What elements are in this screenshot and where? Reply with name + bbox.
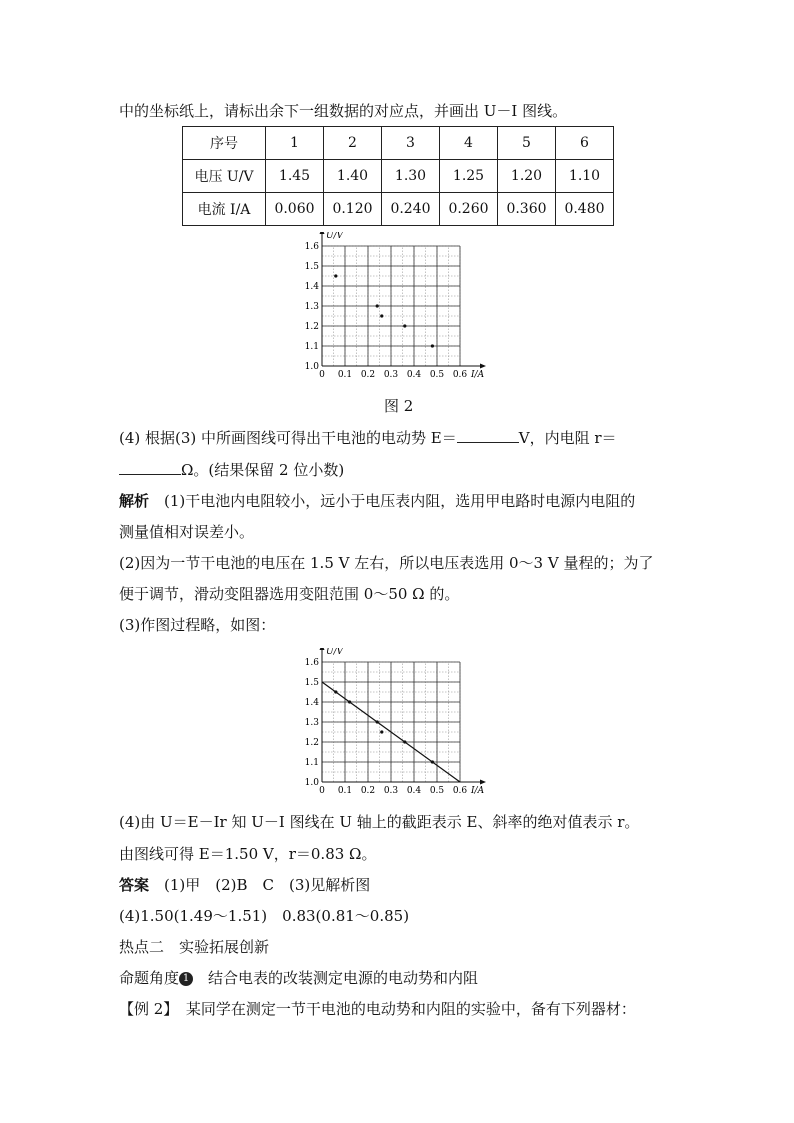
jiexi-1b: 测量值相对误差小。 <box>119 523 255 541</box>
example-line: 【例 2】 某同学在测定一节干电池的电动势和内阻的实验中，备有下列器材： <box>119 1000 636 1018</box>
table-cell: 0.260 <box>440 193 498 226</box>
table-cell: 1.45 <box>266 160 324 193</box>
x-tick-label: 0 <box>319 786 325 796</box>
x-tick-label: 0.2 <box>360 370 376 380</box>
jiexi-2a: (2)因为一节干电池的电压在 1.5 V 左右，所以电压表选用 0～3 V 量程的；为了 <box>119 554 654 572</box>
table-cell: 4 <box>440 127 498 160</box>
table-cell: 0.360 <box>498 193 556 226</box>
x-tick-label: 0 <box>319 370 325 380</box>
jiexi-1a: 解析 (1)干电池内电阻较小，远小于电压表内阻，选用甲电路时电源内电阻的 <box>119 492 636 510</box>
answer-line-1: 答案 (1)甲 (2)B C (3)见解析图 <box>119 876 371 894</box>
jiexi-4: (4)由 U＝E－Ir 知 U－I 图线在 U 轴上的截距表示 E、斜率的绝对值表示 r。 <box>119 813 640 831</box>
x-tick-label: 0.5 <box>429 370 445 380</box>
x-tick-label: 0.5 <box>429 786 445 796</box>
y-tick-label: 1.3 <box>304 302 319 312</box>
ui-chart-figure-2 <box>300 232 500 387</box>
table-cell: 3 <box>382 127 440 160</box>
table-row-header: 序号 <box>183 127 266 160</box>
data-point <box>334 690 337 693</box>
intro-line: 中的坐标纸上，请标出余下一组数据的对应点，并画出 U－I 图线。 <box>119 102 568 120</box>
x-tick-label: 0.1 <box>337 786 353 796</box>
table-row <box>183 127 614 160</box>
x-tick-label: 0.2 <box>360 786 376 796</box>
x-tick-label: 0.4 <box>406 786 422 796</box>
y-tick-label: 1.4 <box>304 698 319 708</box>
x-tick-label: 0.6 <box>452 786 468 796</box>
number-circle-icon: 1 <box>179 972 193 986</box>
table-row-header: 电流 I/A <box>183 193 266 226</box>
x-tick-label: 0.3 <box>383 370 399 380</box>
y-axis-arrow-icon <box>320 232 325 234</box>
data-point <box>376 304 379 307</box>
y-tick-label: 1.1 <box>304 758 319 768</box>
ui-chart-solution <box>300 648 500 803</box>
x-tick-label: 0.3 <box>383 786 399 796</box>
table-cell: 0.120 <box>324 193 382 226</box>
q4-line-2: Ω。(结果保留 2 位小数) <box>119 459 344 481</box>
data-point <box>403 324 406 327</box>
y-tick-label: 1.5 <box>304 678 319 688</box>
table-row-header: 电压 U/V <box>183 160 266 193</box>
data-point <box>380 730 383 733</box>
y-tick-label: 1.4 <box>304 282 319 292</box>
table-cell: 6 <box>556 127 614 160</box>
jiexi-3: (3)作图过程略，如图： <box>119 616 276 634</box>
data-point <box>348 700 351 703</box>
table-cell: 2 <box>324 127 382 160</box>
y-tick-label: 1.6 <box>304 242 319 252</box>
x-tick-label: 0.4 <box>406 370 422 380</box>
jiexi-2b: 便于调节，滑动变阻器选用变阻范围 0～50 Ω 的。 <box>119 585 460 603</box>
y-tick-label: 1.6 <box>304 658 319 668</box>
jiexi-5: 由图线可得 E＝1.50 V，r＝0.83 Ω。 <box>119 845 377 863</box>
table-cell: 0.060 <box>266 193 324 226</box>
hotspot-heading: 热点二 实验拓展创新 <box>119 938 270 956</box>
table-cell: 1.30 <box>382 160 440 193</box>
figure-caption: 图 2 <box>384 397 414 415</box>
data-point <box>334 274 337 277</box>
y-tick-label: 1.5 <box>304 262 319 272</box>
table-cell: 1 <box>266 127 324 160</box>
answer-line-2: (4)1.50(1.49～1.51) 0.83(0.81～0.85) <box>119 907 410 925</box>
x-axis-label: I/A <box>471 370 485 380</box>
table-row <box>183 193 614 226</box>
table-cell: 5 <box>498 127 556 160</box>
y-axis-label: U/V <box>326 232 344 241</box>
table-cell: 0.240 <box>382 193 440 226</box>
table-cell: 1.10 <box>556 160 614 193</box>
y-tick-label: 1.1 <box>304 342 319 352</box>
data-point <box>376 720 379 723</box>
data-point <box>380 314 383 317</box>
table-cell: 0.480 <box>556 193 614 226</box>
q4-line-1: (4) 根据(3) 中所画图线可得出干电池的电动势 E＝ V，内电阻 r＝ <box>119 429 617 447</box>
x-tick-label: 0.1 <box>337 370 353 380</box>
blank-resistance <box>119 460 181 475</box>
y-axis-label: U/V <box>326 648 344 657</box>
data-point <box>431 760 434 763</box>
y-axis-arrow-icon <box>320 648 325 650</box>
table-cell: 1.25 <box>440 160 498 193</box>
y-tick-label: 1.2 <box>304 738 319 748</box>
y-tick-label: 1.0 <box>304 362 319 372</box>
data-point <box>403 740 406 743</box>
blank-emf <box>457 428 519 443</box>
table-cell: 1.20 <box>498 160 556 193</box>
x-tick-label: 0.6 <box>452 370 468 380</box>
data-point <box>431 344 434 347</box>
table-cell: 1.40 <box>324 160 382 193</box>
data-table <box>182 126 614 226</box>
angle-line: 命题角度 1 结合电表的改装测定电源的电动势和内阻 <box>119 969 479 987</box>
x-axis-arrow-icon <box>480 780 486 785</box>
y-tick-label: 1.3 <box>304 718 319 728</box>
x-axis-label: I/A <box>471 786 485 796</box>
table-row <box>183 160 614 193</box>
y-tick-label: 1.0 <box>304 778 319 788</box>
x-axis-arrow-icon <box>480 364 486 369</box>
y-tick-label: 1.2 <box>304 322 319 332</box>
